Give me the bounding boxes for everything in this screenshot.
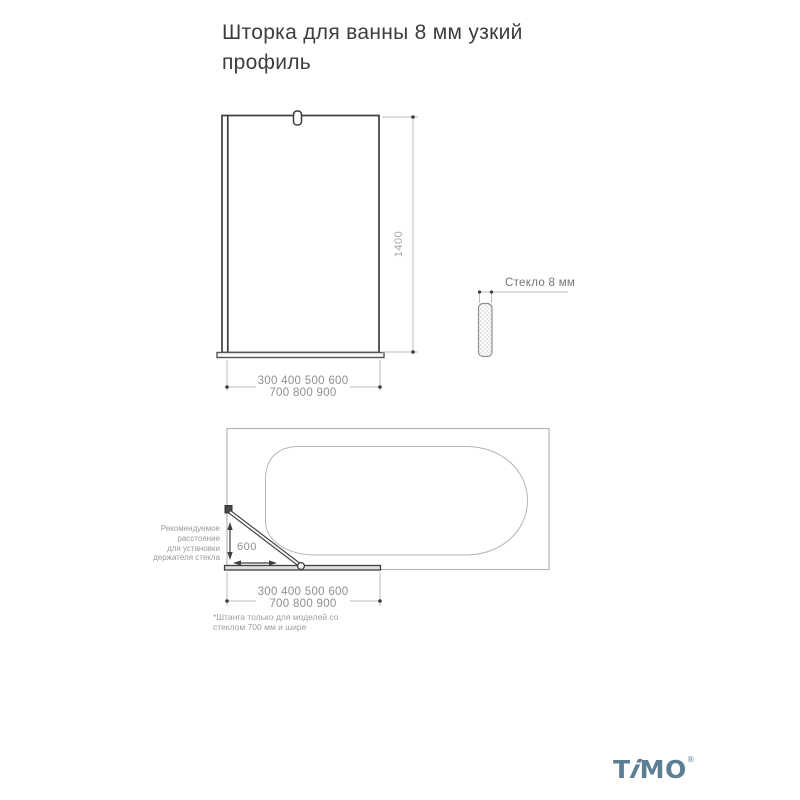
arrow-right-icon <box>269 560 277 565</box>
holder-note-line3: для установки <box>167 543 220 553</box>
holder-note-line1: Рекомендуемое <box>160 524 220 533</box>
glass-thickness-label: Стекло 8 мм <box>505 277 576 289</box>
logo-part2: i <box>626 755 644 784</box>
top-bracket <box>294 111 302 125</box>
dim-dot <box>490 290 493 293</box>
holder-note <box>122 524 220 563</box>
dim-dot <box>478 290 481 293</box>
glass-section-detail <box>478 290 568 356</box>
logo-trademark: ® <box>686 755 695 764</box>
holder-distance-label: 600 <box>237 541 257 553</box>
arrow-down-icon <box>227 552 232 560</box>
front-width-dim-line1: 300 400 500 600 <box>257 375 349 387</box>
glass-panel-outline <box>222 116 379 353</box>
dim-dot <box>225 385 229 389</box>
front-view <box>217 111 384 358</box>
logo-part3: MO <box>639 755 687 784</box>
holder-note-line4: держателя стекла <box>153 553 220 563</box>
brand-logo <box>613 755 695 784</box>
top-width-dim-line1: 300 400 500 600 <box>257 586 349 598</box>
front-width-dim-line2: 700 800 900 <box>269 386 337 399</box>
glass-holder <box>298 563 305 570</box>
holder-note-line2: расстояние <box>177 533 220 543</box>
footnote-line1: *Штанга только для моделей со <box>213 612 339 622</box>
top-view <box>225 429 550 571</box>
dim-dot <box>411 115 415 119</box>
dim-dot <box>411 350 415 354</box>
glass-section <box>479 304 493 357</box>
logo-part1: T <box>613 755 631 784</box>
page-title: Шторка для ванны 8 мм узкий профиль <box>222 21 523 74</box>
arrow-up-icon <box>227 522 232 530</box>
dim-dot <box>378 599 382 603</box>
bathtub-basin <box>266 447 528 556</box>
dim-dot <box>225 599 229 603</box>
footnote-line2: стеклом 700 мм и шире <box>213 622 307 632</box>
arrow-left-icon <box>233 560 241 565</box>
top-width-dimension-label <box>243 587 363 610</box>
bottom-rail <box>217 353 384 358</box>
dim-dot <box>378 385 382 389</box>
front-width-dimension-label <box>243 376 363 399</box>
height-dimension-label: 1400 <box>393 230 405 258</box>
footnote <box>213 612 339 632</box>
top-width-dim-line2: 700 800 900 <box>269 597 337 610</box>
